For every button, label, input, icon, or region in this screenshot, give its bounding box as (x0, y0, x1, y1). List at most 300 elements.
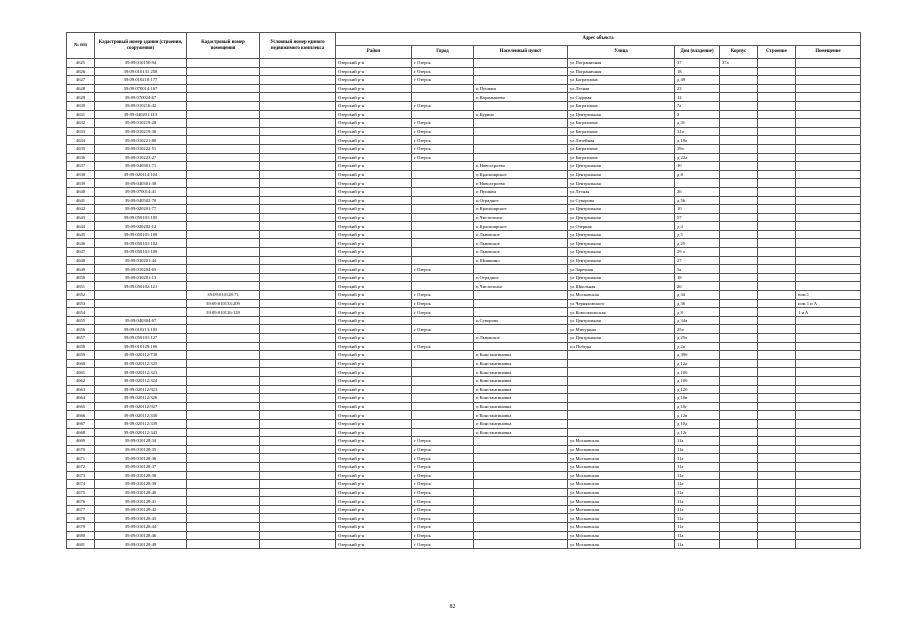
cell-cadastral-building: 39:09:010131:258 (95, 67, 187, 76)
cell-row-number: 4653 (67, 299, 95, 308)
cell-building (758, 67, 796, 76)
cell-city (412, 248, 474, 257)
cell-room (796, 419, 861, 428)
cell-corpus (720, 196, 758, 205)
cell-row-number: 4641 (67, 196, 95, 205)
cell-house: д 12а (675, 359, 720, 368)
cell-cadastral-room (187, 351, 260, 360)
cell-building (758, 136, 796, 145)
cell-building (758, 282, 796, 291)
table-row (67, 256, 861, 265)
cell-city: г Озерск (412, 480, 474, 489)
cell-corpus (720, 514, 758, 523)
cell-street: ул Московская (568, 488, 675, 497)
cell-district: Озерский р-н (336, 187, 412, 196)
cell-room (796, 222, 861, 231)
cell-corpus (720, 488, 758, 497)
cell-cadastral-room (187, 205, 260, 214)
cell-city: г Озерск (412, 59, 474, 68)
cell-cadastral-building: 39:09:020112:927 (95, 402, 187, 411)
cell-room (796, 265, 861, 274)
cell-corpus (720, 428, 758, 437)
cell-cadastral-room (187, 505, 260, 514)
cell-corpus (720, 291, 758, 300)
cell-conditional-number (260, 437, 336, 446)
cell-cadastral-building: 39:09:010128:49 (95, 540, 187, 549)
cell-building (758, 308, 796, 317)
cell-district: Озерский р-н (336, 359, 412, 368)
cell-conditional-number (260, 394, 336, 403)
cell-settlement: п Константиновка (474, 385, 568, 394)
cell-settlement (474, 325, 568, 334)
table-row (67, 110, 861, 119)
cell-room (796, 110, 861, 119)
cell-district: Озерский р-н (336, 419, 412, 428)
cell-cadastral-room (187, 239, 260, 248)
cell-house: 11а (675, 488, 720, 497)
cell-city: г Озерск (412, 488, 474, 497)
cell-cadastral-building: 39:09:010128:36 (95, 454, 187, 463)
cell-house: 18 (675, 67, 720, 76)
cell-cadastral-room (187, 136, 260, 145)
cell-room (796, 127, 861, 136)
cell-conditional-number (260, 419, 336, 428)
cell-street: ул Московская (568, 523, 675, 532)
cell-cadastral-building: 39:09:010204:65 (95, 265, 187, 274)
cell-cadastral-building (95, 299, 187, 308)
cell-cadastral-room: 39:09:010126:128 (187, 308, 260, 317)
cell-district: Озерский р-н (336, 256, 412, 265)
cell-district: Озерский р-н (336, 394, 412, 403)
cell-district: Озерский р-н (336, 402, 412, 411)
cell-street: ул Центральная (568, 334, 675, 343)
cell-cadastral-building: 39:09:010223:27 (95, 153, 187, 162)
cell-cadastral-building: 39:09:010128:38 (95, 471, 187, 480)
cell-corpus (720, 127, 758, 136)
cell-room (796, 170, 861, 179)
cell-cadastral-room (187, 334, 260, 343)
cell-building (758, 505, 796, 514)
cell-room (796, 196, 861, 205)
cell-room (796, 187, 861, 196)
cell-settlement: п Чистополье (474, 282, 568, 291)
cell-building (758, 523, 796, 532)
cell-city (412, 205, 474, 214)
cell-row-number: 4658 (67, 342, 95, 351)
cell-district: Озерский р-н (336, 162, 412, 171)
cell-building (758, 437, 796, 446)
cell-street: ул Центральная (568, 239, 675, 248)
cell-house: 19а (675, 144, 720, 153)
cell-district: Озерский р-н (336, 144, 412, 153)
cell-cadastral-building: 39:09:010128:46 (95, 531, 187, 540)
cell-settlement (474, 136, 568, 145)
table-row (67, 342, 861, 351)
cell-corpus (720, 213, 758, 222)
cell-district: Озерский р-н (336, 205, 412, 214)
cell-city: г Озерск (412, 136, 474, 145)
cell-building (758, 488, 796, 497)
cell-cadastral-room (187, 342, 260, 351)
header-cadastral-building: Кадастровый номер здания (строения, сооружения) (95, 33, 187, 59)
cell-cadastral-room (187, 359, 260, 368)
cell-cadastral-room (187, 540, 260, 549)
cell-corpus (720, 187, 758, 196)
cell-corpus (720, 179, 758, 188)
table-row (67, 325, 861, 334)
cell-settlement: п Красноярское (474, 170, 568, 179)
cell-cadastral-building: 39:09:010222:51 (95, 144, 187, 153)
cell-settlement (474, 342, 568, 351)
cell-room (796, 325, 861, 334)
cell-street: ул Комсомольская (568, 308, 675, 317)
cell-house: д 10в (675, 394, 720, 403)
cell-corpus (720, 153, 758, 162)
cell-street: ул Черняховского (568, 299, 675, 308)
cell-street (568, 394, 675, 403)
cell-row-number: 4629 (67, 93, 95, 102)
cell-district: Озерский р-н (336, 462, 412, 471)
cell-house: д 56 (675, 196, 720, 205)
table-row (67, 514, 861, 523)
cell-row-number: 4674 (67, 480, 95, 489)
cell-city (412, 222, 474, 231)
cell-city (412, 239, 474, 248)
cell-house: д 10г (675, 402, 720, 411)
cell-room (796, 334, 861, 343)
cell-room (796, 368, 861, 377)
cell-conditional-number (260, 187, 336, 196)
cell-row-number: 4676 (67, 497, 95, 506)
cell-building (758, 402, 796, 411)
cell-conditional-number (260, 454, 336, 463)
cell-house: 23 (675, 84, 720, 93)
cell-street: ул Московская (568, 514, 675, 523)
cell-corpus (720, 308, 758, 317)
cell-district: Озерский р-н (336, 101, 412, 110)
cell-settlement: п Красноярское (474, 205, 568, 214)
cell-conditional-number (260, 256, 336, 265)
cell-cadastral-building: 39:09:050101:105 (95, 213, 187, 222)
cell-conditional-number (260, 282, 336, 291)
cell-row-number: 4673 (67, 471, 95, 480)
cell-cadastral-room (187, 67, 260, 76)
cell-street: ул Багратиона (568, 127, 675, 136)
cell-cadastral-building: 39:09:020112:326 (95, 394, 187, 403)
cell-settlement (474, 127, 568, 136)
cell-settlement (474, 308, 568, 317)
cell-city (412, 385, 474, 394)
cell-city (412, 93, 474, 102)
table-row (67, 196, 861, 205)
cell-settlement: п Чистополье (474, 213, 568, 222)
cell-conditional-number (260, 497, 336, 506)
table-row (67, 239, 861, 248)
cell-house: д 22а (675, 153, 720, 162)
cell-house: 18 (675, 273, 720, 282)
cell-street: ул Центральная (568, 110, 675, 119)
cell-row-number: 4678 (67, 514, 95, 523)
cell-district: Озерский р-н (336, 170, 412, 179)
cell-cadastral-building: 39:09:020112:343 (95, 428, 187, 437)
table-row (67, 523, 861, 532)
cell-street: ул Московская (568, 497, 675, 506)
cell-street: ул Заречная (568, 265, 675, 274)
cell-house: 5а (675, 265, 720, 274)
cell-row-number: 4631 (67, 110, 95, 119)
cell-district: Озерский р-н (336, 153, 412, 162)
cell-building (758, 359, 796, 368)
cell-house: д 25 (675, 239, 720, 248)
cell-street: ул Московская (568, 437, 675, 446)
cell-settlement: п Пушкин (474, 84, 568, 93)
cell-district: Озерский р-н (336, 179, 412, 188)
cell-conditional-number (260, 351, 336, 360)
cell-street: ул Багратиона (568, 76, 675, 85)
cell-district: Озерский р-н (336, 308, 412, 317)
cell-city: г Озерск (412, 325, 474, 334)
cell-corpus (720, 136, 758, 145)
cell-conditional-number (260, 196, 336, 205)
cell-settlement: п Отрадное (474, 196, 568, 205)
cell-house: д 34 (675, 291, 720, 300)
cell-cadastral-room (187, 179, 260, 188)
cell-room (796, 351, 861, 360)
cell-row-number: 4670 (67, 445, 95, 454)
cell-room (796, 84, 861, 93)
header-street: Улица (568, 46, 675, 59)
cell-row-number: 4643 (67, 213, 95, 222)
cell-cadastral-building: 39:09:010128:37 (95, 462, 187, 471)
cell-settlement: п Константиновка (474, 394, 568, 403)
cell-district: Озерский р-н (336, 411, 412, 420)
cell-cadastral-building: 39:09:030201:13 (95, 273, 187, 282)
cell-room (796, 462, 861, 471)
cell-conditional-number (260, 84, 336, 93)
cell-house: 57 (675, 213, 720, 222)
cell-cadastral-room (187, 316, 260, 325)
cell-room (796, 402, 861, 411)
cell-cadastral-room (187, 222, 260, 231)
cell-room (796, 428, 861, 437)
cell-corpus (720, 273, 758, 282)
cell-cadastral-room (187, 127, 260, 136)
cell-district: Озерский р-н (336, 488, 412, 497)
header-city: Город (412, 46, 474, 59)
cell-corpus (720, 119, 758, 128)
cell-row-number: 4659 (67, 351, 95, 360)
cell-room (796, 101, 861, 110)
table-row (67, 265, 861, 274)
cell-corpus (720, 84, 758, 93)
cell-street: ул Центральная (568, 316, 675, 325)
cell-district: Озерский р-н (336, 540, 412, 549)
cell-cadastral-room (187, 213, 260, 222)
cell-building (758, 222, 796, 231)
cell-row-number: 4639 (67, 179, 95, 188)
cell-cadastral-building: 39:09:020201:77 (95, 205, 187, 214)
cell-city: г Озерск (412, 342, 474, 351)
table-row (67, 187, 861, 196)
table-row (67, 127, 861, 136)
table-row (67, 385, 861, 394)
header-room: Помещение (796, 46, 861, 59)
cell-cadastral-room (187, 282, 260, 291)
cell-cadastral-room (187, 170, 260, 179)
cell-corpus (720, 101, 758, 110)
cell-house: 29 а (675, 248, 720, 257)
cell-building (758, 119, 796, 128)
cell-city (412, 110, 474, 119)
table-row (67, 308, 861, 317)
cell-row-number: 4646 (67, 239, 95, 248)
cell-street: ул Центральная (568, 230, 675, 239)
cell-city (412, 187, 474, 196)
cell-house: д 19а (675, 136, 720, 145)
cell-conditional-number (260, 119, 336, 128)
cell-conditional-number (260, 514, 336, 523)
cell-district: Озерский р-н (336, 316, 412, 325)
cell-city: г Озерск (412, 299, 474, 308)
cell-street: ул Московская (568, 480, 675, 489)
cell-building (758, 248, 796, 257)
cell-row-number: 4649 (67, 265, 95, 274)
cell-cadastral-building: 39:09:020112:330 (95, 411, 187, 420)
cell-conditional-number (260, 213, 336, 222)
cell-cadastral-room (187, 256, 260, 265)
cell-room (796, 213, 861, 222)
cell-house: д 12б (675, 385, 720, 394)
cell-settlement (474, 291, 568, 300)
cell-city: г Озерск (412, 514, 474, 523)
cell-settlement: п Константиновка (474, 428, 568, 437)
cell-cadastral-room (187, 59, 260, 68)
cell-row-number: 4626 (67, 67, 95, 76)
cell-room (796, 239, 861, 248)
cell-cadastral-building: 39:09:010219:28 (95, 119, 187, 128)
header-corpus: Корпус (720, 46, 758, 59)
cell-house: 11а (675, 523, 720, 532)
cell-building (758, 187, 796, 196)
cell-building (758, 93, 796, 102)
cell-district: Озерский р-н (336, 428, 412, 437)
cell-row-number: 4663 (67, 385, 95, 394)
cell-house: 11а (675, 471, 720, 480)
cell-street: пл Победы (568, 342, 675, 351)
cell-settlement: п Константиновка (474, 402, 568, 411)
cell-street: ул Пограничная (568, 59, 675, 68)
cell-cadastral-building: 39:09:010128:35 (95, 445, 187, 454)
cell-city: г Озерск (412, 471, 474, 480)
cell-district: Озерский р-н (336, 325, 412, 334)
cell-cadastral-building: 39:09:040304:67 (95, 316, 187, 325)
table-row (67, 76, 861, 85)
cell-conditional-number (260, 273, 336, 282)
cell-conditional-number (260, 342, 336, 351)
cell-settlement (474, 67, 568, 76)
cell-street: ул Московская (568, 540, 675, 549)
cell-conditional-number (260, 334, 336, 343)
cell-building (758, 213, 796, 222)
cell-house: 11а (675, 497, 720, 506)
cell-street: ул Центральная (568, 248, 675, 257)
cell-corpus (720, 480, 758, 489)
cell-cadastral-room (187, 385, 260, 394)
cell-room (796, 136, 861, 145)
cell-row-number: 4652 (67, 291, 95, 300)
cell-street: ул Центральная (568, 170, 675, 179)
cell-corpus (720, 454, 758, 463)
cell-house: 2 (675, 110, 720, 119)
cell-house: д 34а (675, 316, 720, 325)
cell-district: Озерский р-н (336, 273, 412, 282)
cell-street: ул Центральная (568, 273, 675, 282)
cell-building (758, 153, 796, 162)
cell-row-number: 4650 (67, 273, 95, 282)
cell-settlement (474, 101, 568, 110)
table-row (67, 351, 861, 360)
cell-room (796, 316, 861, 325)
cell-row-number: 4654 (67, 308, 95, 317)
cell-corpus (720, 411, 758, 420)
cell-city (412, 351, 474, 360)
cell-street: ул Озерная (568, 222, 675, 231)
cell-cadastral-building: 39:09:040201:113 (95, 110, 187, 119)
cell-cadastral-building: 39:09:020112:325 (95, 359, 187, 368)
cell-row-number: 4672 (67, 462, 95, 471)
cell-building (758, 342, 796, 351)
cell-conditional-number (260, 376, 336, 385)
cell-cadastral-room (187, 76, 260, 85)
cell-district: Озерский р-н (336, 342, 412, 351)
cell-corpus (720, 531, 758, 540)
cell-room (796, 282, 861, 291)
cell-building (758, 385, 796, 394)
cell-district: Озерский р-н (336, 531, 412, 540)
cell-conditional-number (260, 505, 336, 514)
table-row (67, 136, 861, 145)
table-row (67, 540, 861, 549)
cell-conditional-number (260, 162, 336, 171)
cell-conditional-number (260, 385, 336, 394)
cell-city: г Озерск (412, 119, 474, 128)
cell-building (758, 376, 796, 385)
cell-settlement: п Константиновка (474, 419, 568, 428)
cell-district: Озерский р-н (336, 282, 412, 291)
cell-cadastral-room (187, 84, 260, 93)
cell-district: Озерский р-н (336, 76, 412, 85)
table-row (67, 230, 861, 239)
cell-settlement: п Константиновка (474, 368, 568, 377)
cell-room (796, 411, 861, 420)
cell-house: 26 (675, 282, 720, 291)
cell-room (796, 230, 861, 239)
cell-conditional-number (260, 170, 336, 179)
cell-city: г Озерск (412, 76, 474, 85)
cell-cadastral-building: 39:09:010128:40 (95, 488, 187, 497)
cell-street (568, 368, 675, 377)
cell-cadastral-building: 39:09:070024:67 (95, 93, 187, 102)
cell-building (758, 265, 796, 274)
cell-cadastral-room (187, 437, 260, 446)
cell-row-number: 4675 (67, 488, 95, 497)
cell-settlement: п Львовское (474, 334, 568, 343)
cell-city (412, 394, 474, 403)
cell-building (758, 454, 796, 463)
cell-corpus (720, 368, 758, 377)
cell-city: г Озерск (412, 445, 474, 454)
cell-settlement (474, 462, 568, 471)
